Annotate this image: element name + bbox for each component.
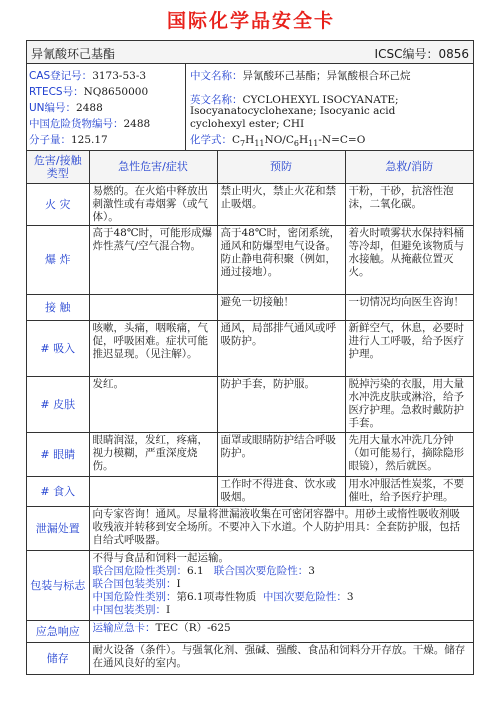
row-prevention: 工作时不得进食、饮水或吸烟。	[217, 476, 345, 506]
icsc-number: ICSC编号：0856	[374, 47, 469, 61]
molecular-weight: 分子量：125.17	[29, 134, 108, 146]
row-prevention: 禁止明火，禁止火花和禁止吸烟。	[217, 183, 345, 225]
row-firstaid: 用水冲服活性炭浆，不要催吐，给予医疗护理。	[345, 476, 473, 506]
row-acute: 咳嗽，头痛，咽喉痛，气促，呼吸困难。症状可能推迟显现。（见注解）。	[89, 320, 217, 376]
row-type: 爆 炸	[27, 225, 89, 294]
row-type: # 皮肤	[27, 376, 89, 432]
row-prevention: 面罩或眼睛防护结合呼吸防护。	[217, 432, 345, 476]
row-acute: 高于48℃时，可能形成爆炸性蒸气/空气混合物。	[89, 225, 217, 294]
row-acute: 易燃的。在火焰中释放出刺激性或有毒烟雾（或气体）。	[89, 183, 217, 225]
safety-card	[26, 40, 474, 675]
table-row	[27, 376, 473, 432]
row-type: # 吸入	[27, 320, 89, 376]
storage-text: 耐火设备（条件）。与强氧化剂、强碱、强酸、食品和饲料分开存放。干燥。储存在通风良好的室内。	[89, 642, 473, 674]
row-acute	[89, 476, 217, 506]
packaging-row	[27, 550, 473, 620]
chinese-name: 中文名称：异氰酸环己基酯；异氰酸根合环己烷	[190, 70, 411, 82]
row-prevention: 防护手套，防护服。	[217, 376, 345, 432]
hazard-table-header	[27, 151, 473, 183]
table-row	[27, 183, 473, 225]
english-name: 英文名称：CYCLOHEXYL ISOCYANATE;	[190, 94, 399, 106]
row-type: 接 触	[27, 294, 89, 320]
row-prevention: 通风，局部排气通风或呼吸防护。	[217, 320, 345, 376]
row-firstaid: 脱掉污染的衣服，用大量水冲洗皮肤或淋浴，给予医疗护理。急救时戴防护手套。	[345, 376, 473, 432]
col-type: 危害/接触类型	[27, 151, 89, 183]
packaging-text: 不得与食品和饲料一起运输。 联合国危险性类别：6.1 联合国次要危险性：3 联合国包装类别：I 中国危险性类别：第6.1项毒性物质 中国次要危险性：3 中国包装类别：I	[89, 550, 473, 620]
row-firstaid: 着火时喷雾状水保持料桶等冷却，但避免该物质与水接触。从掩蔽位置灭火。	[345, 225, 473, 294]
row-type: # 眼睛	[27, 432, 89, 476]
row-firstaid: 先用大量水冲洗几分钟（如可能易行，摘除隐形眼镜），然后就医。	[345, 432, 473, 476]
row-firstaid: 一切情况均向医生咨询！	[345, 294, 473, 320]
spill-label: 泄漏处置	[27, 506, 89, 550]
card-header	[27, 41, 473, 64]
un-number: UN编号：2488	[29, 102, 103, 114]
row-prevention: 避免一切接触！	[217, 294, 345, 320]
storage-row	[27, 642, 473, 674]
spill-text: 向专家咨询！通风。尽量将泄漏液收集在可密闭容器中。用砂土或惰性吸收剂吸收残液并转移到安全场所。不要冲入下水道。个人防护用具：全套防护服，包括自给式呼吸器。	[89, 506, 473, 550]
packaging-label: 包装与标志	[27, 550, 89, 620]
table-row	[27, 432, 473, 476]
registry-ids	[27, 64, 186, 150]
cas-number: CAS登记号：3173-53-3	[29, 70, 147, 82]
table-row	[27, 294, 473, 320]
emergency-row	[27, 620, 473, 642]
row-type: # 食入	[27, 476, 89, 506]
emergency-text: 运输应急卡：TEC（R）-625	[89, 620, 473, 642]
row-acute	[89, 294, 217, 320]
chemical-formula: 化学式：$C_7H_{11}NO/C_6H_{11}-N=C=O$	[190, 134, 366, 149]
cn-hazard-number: 中国危险货物编号：2488	[29, 118, 151, 130]
rtecs-number: RTECS号：NQ8650000	[29, 86, 149, 98]
english-name-line2: Isocyanatocyclohexane; Isocyanic acid	[190, 105, 396, 117]
table-row	[27, 320, 473, 376]
table-row	[27, 225, 473, 294]
col-prevention: 预防	[217, 151, 345, 183]
card-title: 国际化学品安全卡	[166, 10, 335, 32]
english-name-line3: cyclohexyl ester; CHI	[190, 118, 305, 130]
identifier-block	[27, 64, 473, 151]
row-acute: 发红。	[89, 376, 217, 432]
table-row	[27, 476, 473, 506]
storage-label: 储存	[27, 642, 89, 674]
col-firstaid: 急救/消防	[345, 151, 473, 183]
substance-name: 异氰酸环己基酯	[31, 47, 116, 61]
row-firstaid: 新鲜空气，休息，必要时进行人工呼吸，给予医疗护理。	[345, 320, 473, 376]
row-prevention: 高于48℃时，密闭系统，通风和防爆型电气设备。防止静电荷积聚（例如，通过接地）。	[217, 225, 345, 294]
row-acute: 眼睛润湿，发红，疼痛，视力模糊，严重深度烧伤。	[89, 432, 217, 476]
emergency-label: 应急响应	[27, 620, 89, 642]
spill-row	[27, 506, 473, 550]
row-type: 火 灾	[27, 183, 89, 225]
row-firstaid: 干粉，干砂，抗溶性泡沫，二氧化碳。	[345, 183, 473, 225]
col-acute: 急性危害/症状	[89, 151, 217, 183]
hazard-table	[27, 151, 473, 674]
